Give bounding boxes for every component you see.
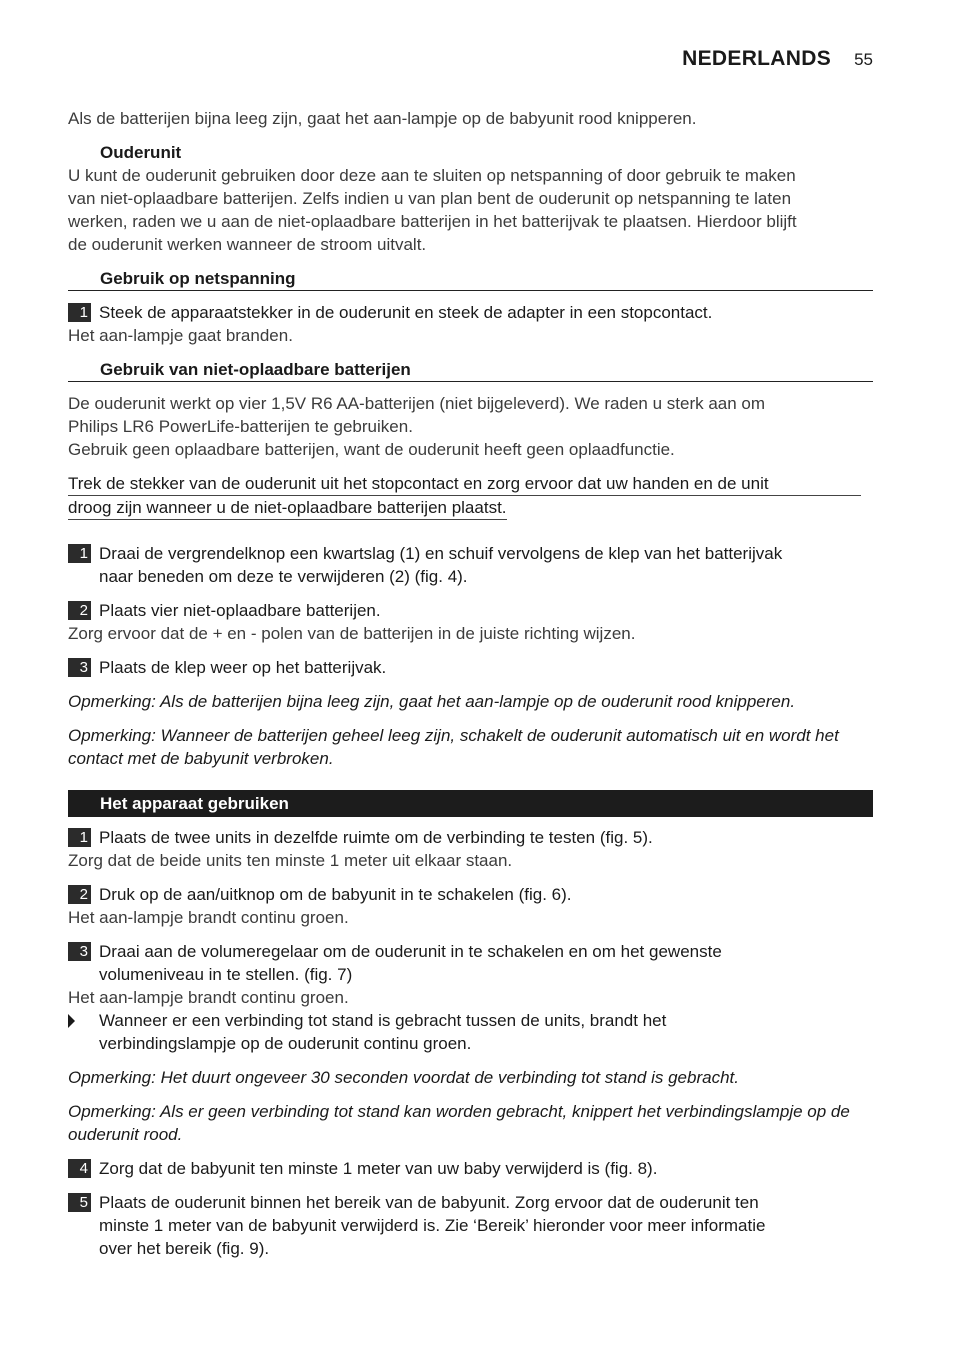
step-text: Steek de apparaatstekker in de ouderunit en steek de adapter in een stopcontact. (99, 303, 713, 322)
step-text: minste 1 meter van de babyunit verwijderd is. Zie ‘Bereik’ hieronder voor meer informatie (99, 1216, 766, 1235)
step-number: 3 (68, 942, 91, 961)
step-result: Zorg ervoor dat de + en - polen van de batterijen in de juiste richting wijzen. (68, 624, 636, 643)
step-text: Plaats de twee units in dezelfde ruimte om de verbinding te testen (fig. 5). (99, 828, 653, 847)
step-text: naar beneden om deze te verwijderen (2) (fig. 4). (99, 567, 468, 586)
step-number: 2 (68, 885, 91, 904)
step-number: 4 (68, 1159, 91, 1178)
note: Opmerking: Wanneer de batterijen geheel leeg zijn, schakelt de ouderunit automatisch uit en wordt het (68, 726, 839, 745)
heading-batterijen: Gebruik van niet-oplaadbare batterijen (68, 358, 873, 382)
bullet-text: verbindingslampje op de ouderunit continu groen. (99, 1034, 472, 1053)
warning-text (68, 472, 873, 520)
note: ouderunit rood. (68, 1125, 183, 1144)
step-number: 1 (68, 828, 91, 847)
step-text: Druk op de aan/uitknop om de babyunit in te schakelen (fig. 6). (99, 885, 572, 904)
note: Opmerking: Het duurt ongeveer 30 seconden voordat de verbinding tot stand is gebracht. (68, 1068, 739, 1087)
step-result: Zorg dat de beide units ten minste 1 meter uit elkaar staan. (68, 851, 513, 870)
page-content (68, 107, 873, 1260)
section-language: NEDERLANDS (682, 47, 831, 70)
step-text: Zorg dat de babyunit ten minste 1 meter van uw baby verwijderd is (fig. 8). (99, 1159, 658, 1178)
step-text: Draai de vergrendelknop een kwartslag (1) en schuif vervolgens de klep van het batterijvak (99, 544, 783, 563)
step-result: Het aan-lampje brandt continu groen. (68, 908, 349, 927)
step-3-batterijen (68, 656, 873, 679)
step-number: 2 (68, 601, 91, 620)
step-text: Plaats de ouderunit binnen het bereik van de babyunit. Zorg ervoor dat de ouderunit ten (99, 1193, 759, 1212)
ouderunit-line: werken, raden we u aan de niet-oplaadbare batterijen in het batterijvak te plaatsen. Hierdoor blijft (68, 212, 797, 231)
intro-text: Als de batterijen bijna leeg zijn, gaat het aan-lampje op de babyunit rood knipperen. (68, 109, 697, 128)
step-result: Het aan-lampje gaat branden. (68, 326, 293, 345)
bullet-arrow-icon (68, 1014, 75, 1028)
batterijen-line: Gebruik geen oplaadbare batterijen, want de ouderunit heeft geen oplaadfunctie. (68, 440, 675, 459)
step-text: Draai aan de volumeregelaar om de ouderunit in te schakelen en om het gewenste (99, 942, 722, 961)
step-number: 5 (68, 1193, 91, 1212)
step-text: over het bereik (fig. 9). (99, 1239, 270, 1258)
step-result: Het aan-lampje brandt continu groen. (68, 988, 349, 1007)
step-number: 3 (68, 658, 91, 677)
step-1-netspanning (68, 301, 873, 324)
heading-ouderunit: Ouderunit (100, 143, 182, 162)
step-1-gebruiken (68, 826, 873, 849)
note: Opmerking: Als de batterijen bijna leeg zijn, gaat het aan-lampje op de ouderunit rood knipperen. (68, 692, 796, 711)
note: Opmerking: Als er geen verbinding tot stand kan worden gebracht, knippert het verbindingslampje op de (68, 1102, 850, 1121)
step-2-batterijen (68, 599, 873, 622)
ouderunit-line: de ouderunit werken wanneer de stroom uitvalt. (68, 235, 427, 254)
step-text: Plaats de klep weer op het batterijvak. (99, 658, 387, 677)
section-heading-gebruiken: Het apparaat gebruiken (68, 790, 873, 817)
note: contact met de babyunit verbroken. (68, 749, 334, 768)
page-number: 55 (854, 50, 873, 69)
bullet-text: Wanneer er een verbinding tot stand is gebracht tussen de units, brandt het (99, 1011, 667, 1030)
warning-line: Trek de stekker van de ouderunit uit het stopcontact en zorg ervoor dat uw handen en de unit (68, 472, 861, 496)
step-2-gebruiken (68, 883, 873, 906)
ouderunit-line: U kunt de ouderunit gebruiken door deze aan te sluiten op netspanning of door gebruik te maken (68, 166, 796, 185)
batterijen-line: De ouderunit werkt op vier 1,5V R6 AA-batterijen (niet bijgeleverd). We raden u sterk aan om (68, 394, 766, 413)
step-3-gebruiken (68, 940, 873, 986)
step-1-batterijen (68, 542, 873, 588)
warning-line: droog zijn wanneer u de niet-oplaadbare batterijen plaatst. (68, 496, 507, 520)
step-4-gebruiken (68, 1157, 873, 1180)
ouderunit-line: van niet-oplaadbare batterijen. Zelfs indien u van plan bent de ouderunit op netspanning te laten (68, 189, 792, 208)
batterijen-line: Philips LR6 PowerLife-batterijen te gebruiken. (68, 417, 413, 436)
step-text: volumeniveau in te stellen. (fig. 7) (99, 965, 353, 984)
result-bullet (68, 1009, 873, 1055)
step-text: Plaats vier niet-oplaadbare batterijen. (99, 601, 381, 620)
step-5-gebruiken (68, 1191, 873, 1260)
step-number: 1 (68, 303, 91, 322)
heading-netspanning: Gebruik op netspanning (68, 267, 873, 291)
step-number: 1 (68, 544, 91, 563)
